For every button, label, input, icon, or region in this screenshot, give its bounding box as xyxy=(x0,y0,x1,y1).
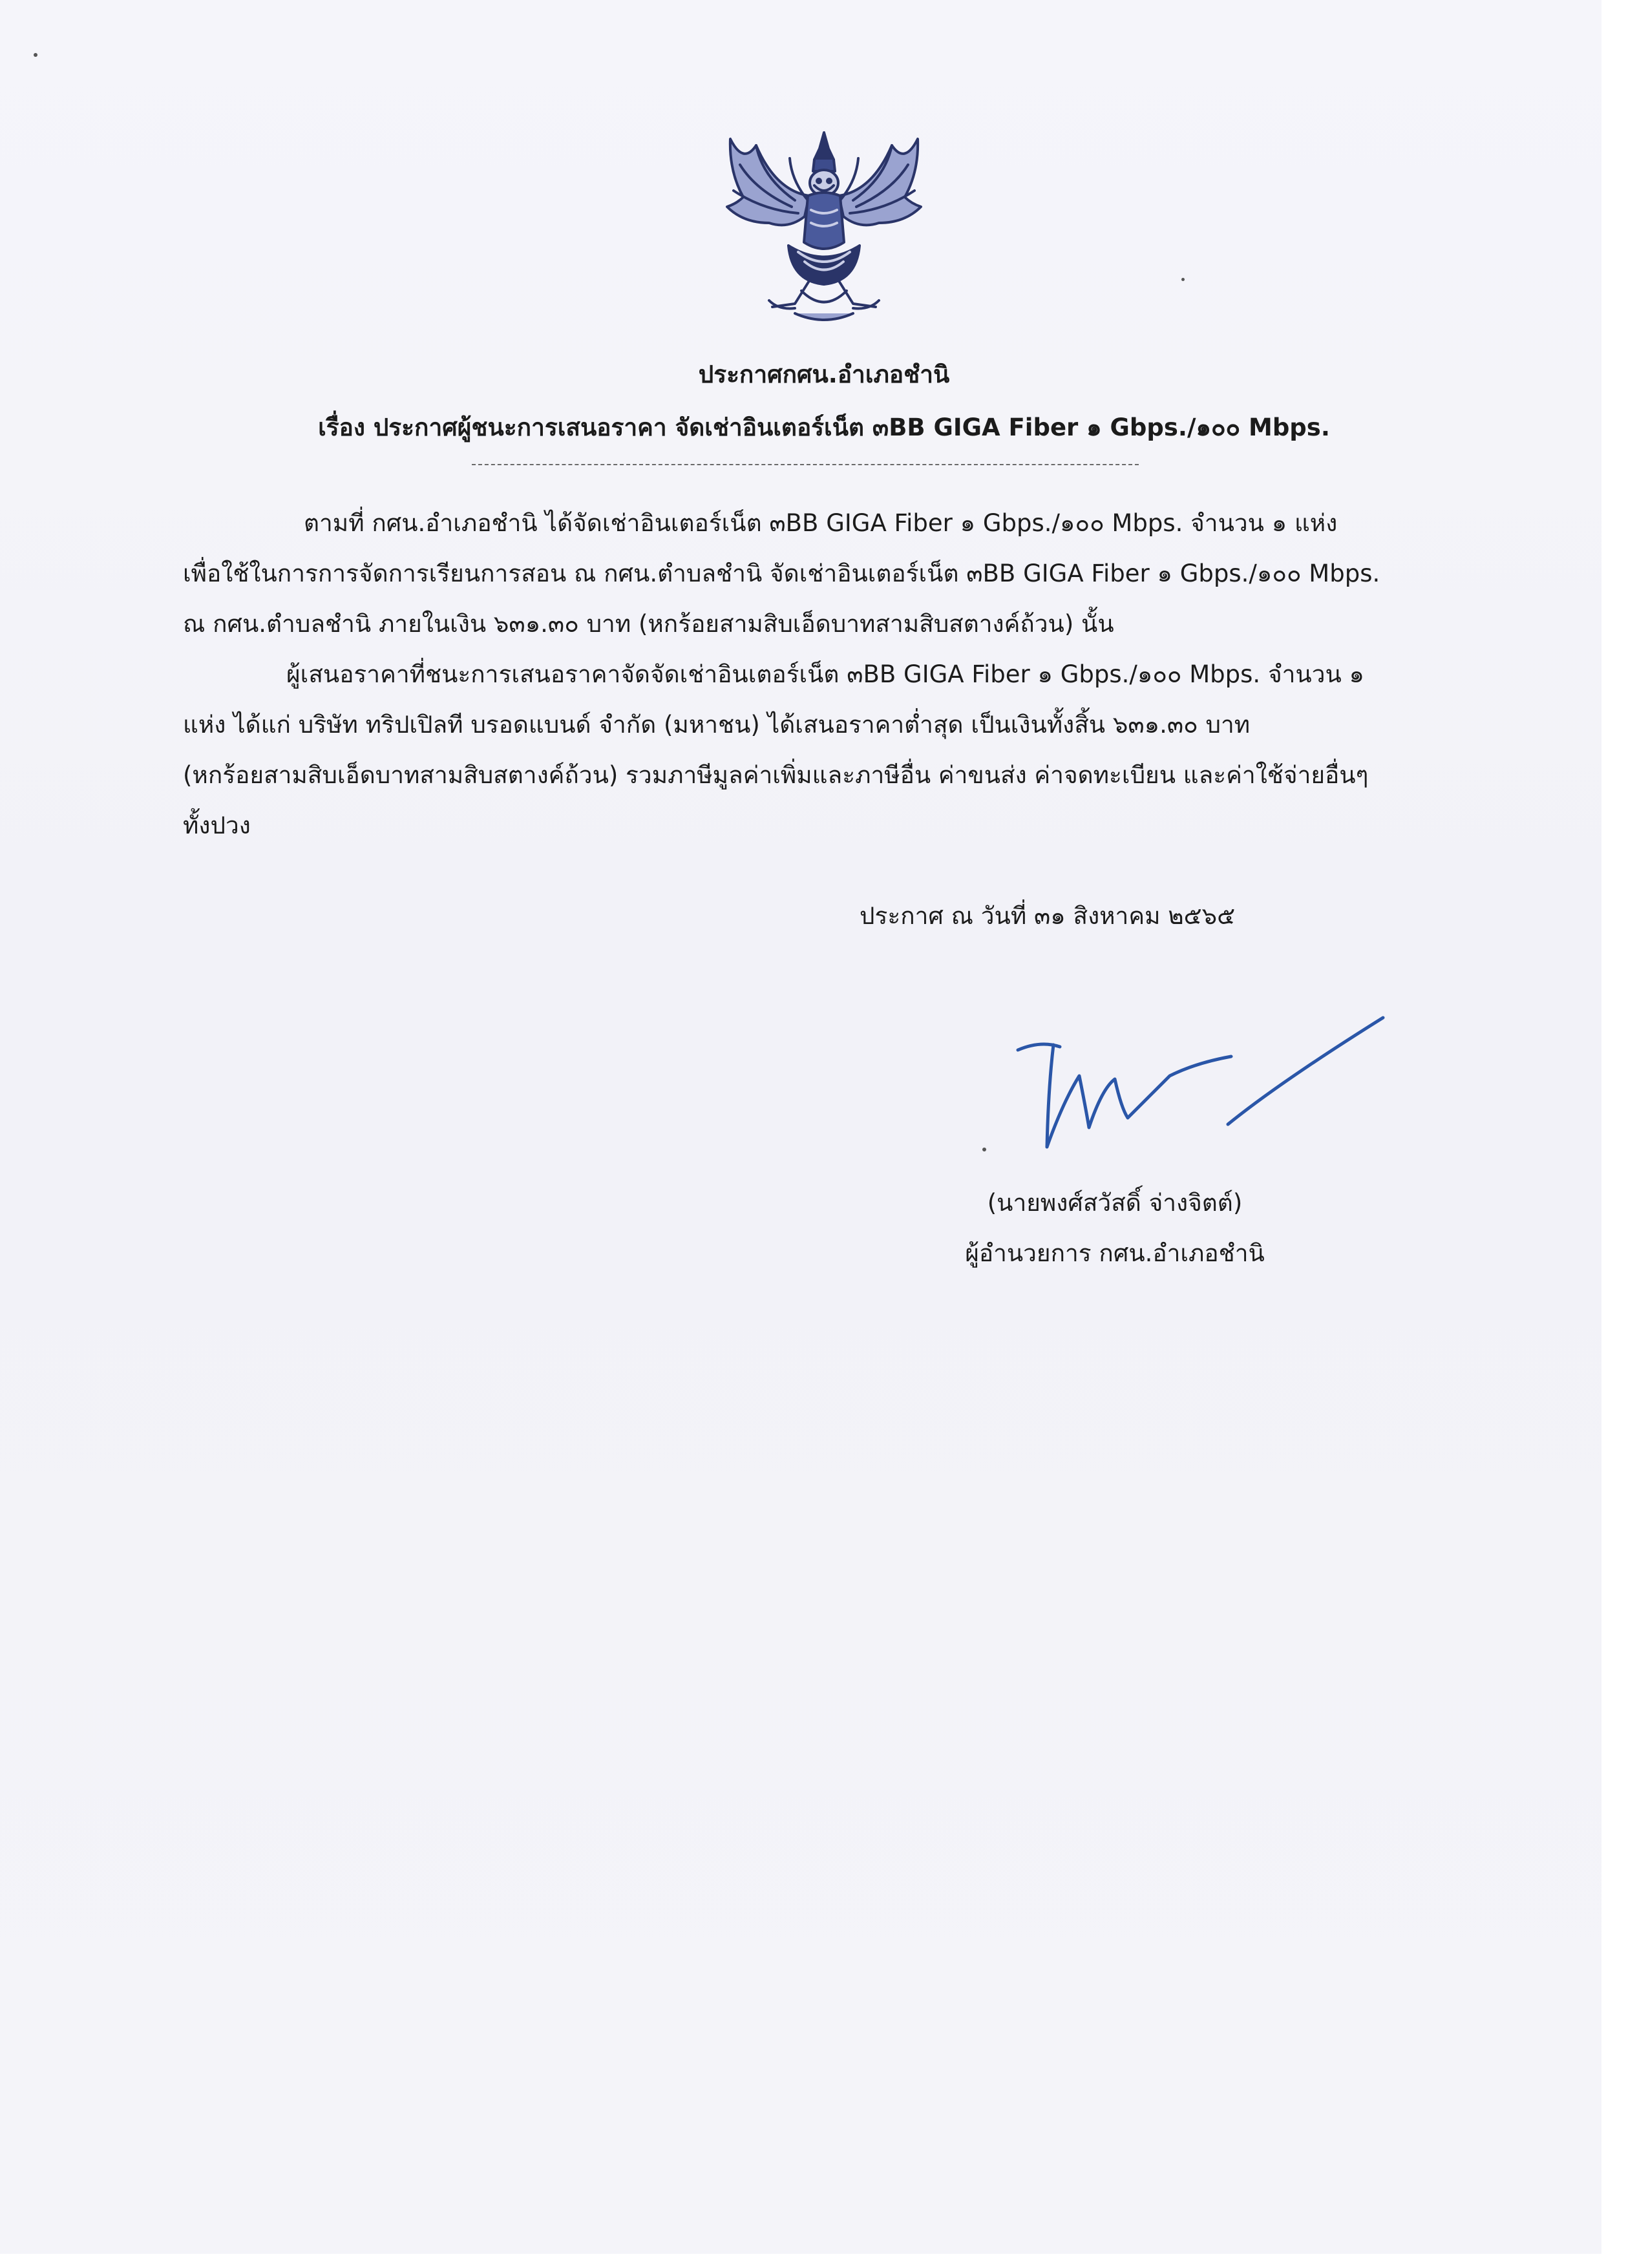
announcement-title: ประกาศกศน.อำเภอชำนิ xyxy=(698,361,950,388)
scan-speck xyxy=(1181,278,1185,281)
body-line: แห่ง ได้แก่ บริษัท ทริปเปิลที บรอดแบนด์ จำกัด (มหาชน) ได้เสนอราคาต่ำสุด เป็นเงินทั้งสิ้น ๖๓๑.๓๐ บาท xyxy=(183,711,1251,739)
body-line: เพื่อใช้ในการการจัดการเรียนการสอน ณ กศน.ตำบลชำนิ จัดเช่าอินเตอร์เน็ต ๓BB GIGA Fiber ๑ Gbps./๑๐๐ Mbps. xyxy=(183,560,1380,587)
garuda-emblem-icon xyxy=(717,120,931,326)
body-line: ทั้งปวง xyxy=(183,812,251,839)
handwritten-signature xyxy=(976,1005,1389,1166)
body-line: (หกร้อยสามสิบเอ็ดบาทสามสิบสตางค์ถ้วน) รวมภาษีมูลค่าเพิ่มและภาษีอื่น ค่าขนส่ง ค่าจดทะเบียน และค่าใช้จ่ายอื่นๆ xyxy=(183,761,1369,789)
body-line: ผู้เสนอราคาที่ชนะการเสนอราคาจัดจัดเช่าอินเตอร์เน็ต ๓BB GIGA Fiber ๑ Gbps./๑๐๐ Mbps. จำนวน ๑ xyxy=(286,660,1365,688)
scan-border xyxy=(1601,0,1648,2268)
body-line: ณ กศน.ตำบลชำนิ ภายในเงิน ๖๓๑.๓๐ บาท (หกร้อยสามสิบเอ็ดบาทสามสิบสตางค์ถ้วน) นั้น xyxy=(183,610,1114,638)
scan-speck xyxy=(34,53,37,57)
divider xyxy=(472,464,1139,465)
scan-border xyxy=(0,2254,1601,2268)
announcement-subject: เรื่อง ประกาศผู้ชนะการเสนอราคา จัดเช่าอินเตอร์เน็ต ๓BB GIGA Fiber ๑ Gbps./๑๐๐ Mbps. xyxy=(318,414,1330,441)
signatory-position: ผู้อำนวยการ กศน.อำเภอชำนิ xyxy=(965,1239,1265,1267)
announcement-date: ประกาศ ณ วันที่ ๓๑ สิงหาคม ๒๕๖๕ xyxy=(860,902,1236,930)
signatory-name: (นายพงศ์สวัสดิ์ จ่างจิตต์) xyxy=(987,1189,1243,1217)
body-line: ตามที่ กศน.อำเภอชำนิ ได้จัดเช่าอินเตอร์เน็ต ๓BB GIGA Fiber ๑ Gbps./๑๐๐ Mbps. จำนวน ๑ แห่ง xyxy=(304,509,1338,537)
